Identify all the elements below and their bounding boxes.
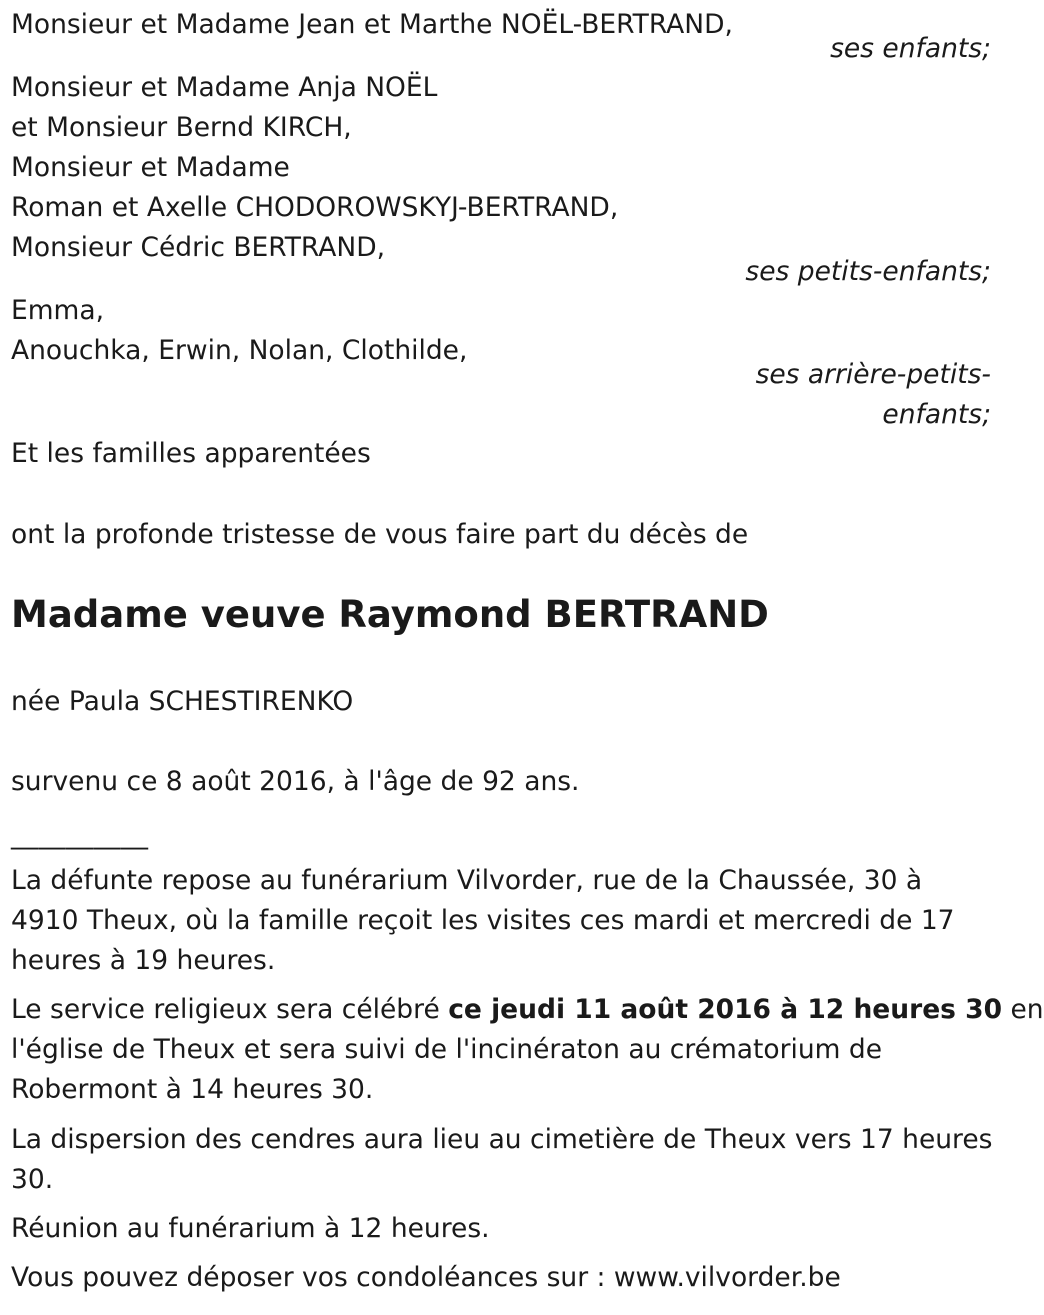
service-line: Robermont à 14 heures 30. xyxy=(11,1074,374,1105)
service-line: l'église de Theux et sera suivi de l'incinératon au crématorium de xyxy=(11,1034,883,1065)
condolences-line: Vous pouvez déposer vos condoléances sur : www.vilvorder.be xyxy=(11,1262,841,1293)
separator: __________ xyxy=(11,819,149,850)
grandchildren-line: et Monsieur Bernd KIRCH, xyxy=(11,112,352,143)
great-grandchildren-line: Anouchka, Erwin, Nolan, Clothilde, xyxy=(11,335,468,366)
great-grandchildren-relation-line: ses arrière-petits- xyxy=(755,359,991,390)
dispersion-line: 30. xyxy=(11,1164,54,1195)
grandchildren-block xyxy=(11,68,991,268)
grandchildren-relation: ses petits-enfants; xyxy=(745,256,991,287)
dispersion-paragraph xyxy=(11,1120,993,1200)
great-grandchildren-relation-line: enfants; xyxy=(882,399,991,430)
service-text-end: en xyxy=(1002,994,1044,1025)
repose-paragraph xyxy=(11,861,986,981)
grandchildren-line: Monsieur et Madame xyxy=(11,152,290,183)
announcement-line: ont la profonde tristesse de vous faire part du décès de xyxy=(11,519,749,550)
grandchildren-line: Monsieur et Madame Anja NOËL xyxy=(11,72,438,103)
service-first-line xyxy=(11,990,1044,1030)
repose-line: 4910 Theux, où la famille reçoit les visites ces mardi et mercredi de 17 xyxy=(11,905,955,936)
grandchildren-line: Monsieur Cédric BERTRAND, xyxy=(11,232,386,263)
grandchildren-line: Roman et Axelle CHODOROWSKYJ-BERTRAND, xyxy=(11,192,619,223)
deceased-name: Madame veuve Raymond BERTRAND xyxy=(11,593,769,636)
reunion-line: Réunion au funérarium à 12 heures. xyxy=(11,1213,490,1244)
birth-name: née Paula SCHESTIRENKO xyxy=(11,686,354,717)
great-grandchildren-line: Emma, xyxy=(11,295,105,326)
service-datetime: ce jeudi 11 août 2016 à 12 heures 30 xyxy=(448,994,1003,1025)
death-info: survenu ce 8 août 2016, à l'âge de 92 ans. xyxy=(11,766,580,797)
service-paragraph xyxy=(11,990,1044,1110)
service-text: Le service religieux sera célébré xyxy=(11,994,449,1025)
dispersion-line: La dispersion des cendres aura lieu au cimetière de Theux vers 17 heures xyxy=(11,1124,993,1155)
great-grandchildren-relation xyxy=(756,355,991,435)
families-line: Et les familles apparentées xyxy=(11,438,371,469)
repose-line: heures à 19 heures. xyxy=(11,945,276,976)
repose-line: La défunte repose au funérarium Vilvorder, rue de la Chaussée, 30 à xyxy=(11,865,923,896)
children-relation: ses enfants; xyxy=(830,33,991,64)
children-line: Monsieur et Madame Jean et Marthe NOËL-BERTRAND, xyxy=(11,9,733,40)
